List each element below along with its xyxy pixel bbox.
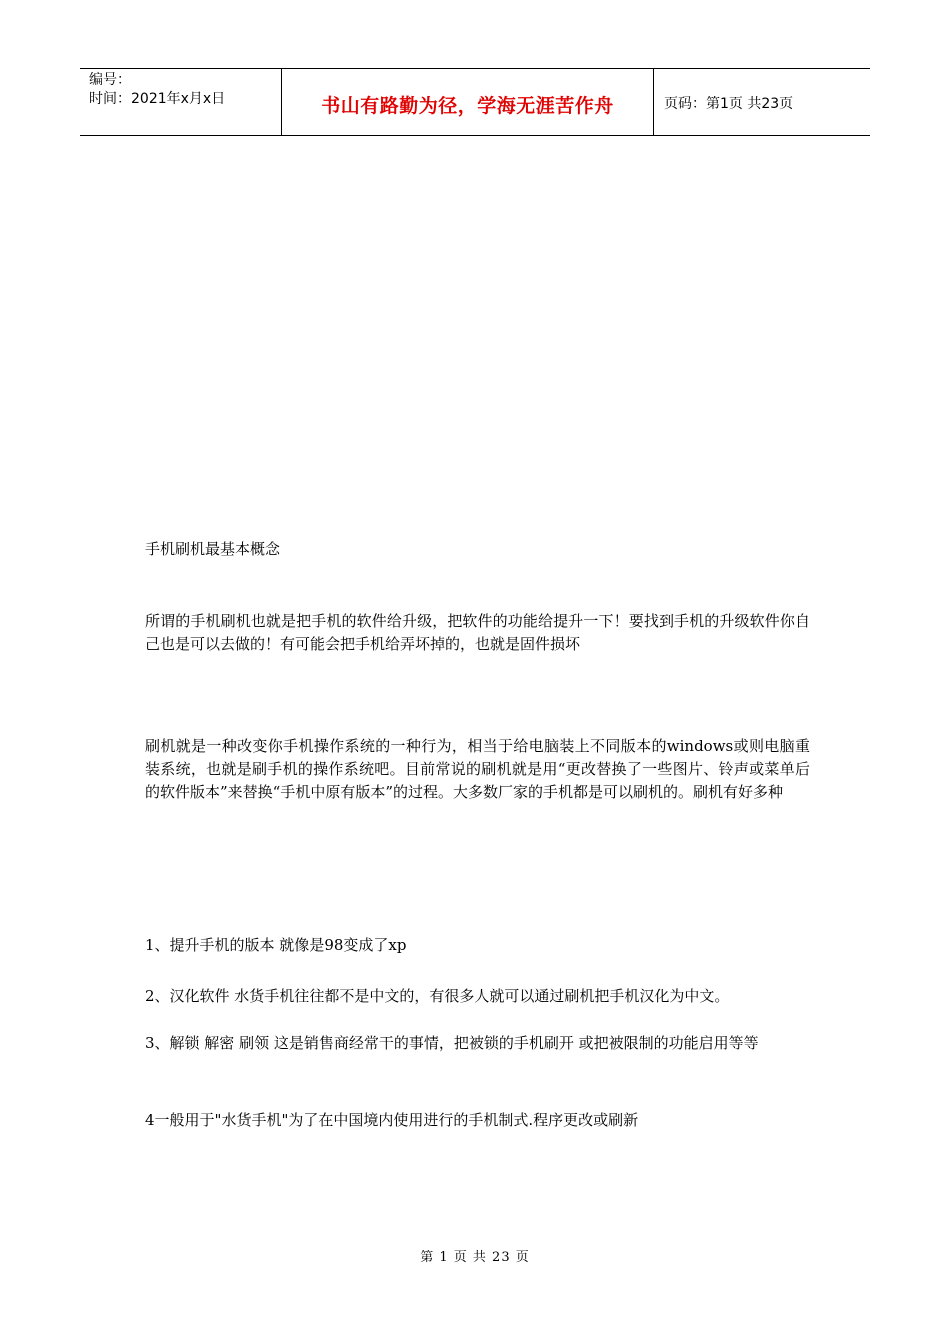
document-header	[80, 68, 870, 136]
list-item: 4一般用于"水货手机"为了在中国境内使用进行的手机制式.程序更改或刷新	[145, 1111, 639, 1129]
list-item: 3、解锁 解密 刷领 这是销售商经常干的事情，把被锁的手机刷开 或把被限制的功能启用等等	[145, 1034, 759, 1052]
paragraph-definition: 刷机就是一种改变你手机操作系统的一种行为，相当于给电脑装上不同版本的windows或则电脑重装系统，也就是刷手机的操作系统吧。目前常说的刷机就是用“更改替换了一些图片、铃声或菜单后的软件版本”来替换“手机中原有版本”的过程。大多数厂家的手机都是可以刷机的。刷机有好多种	[145, 737, 810, 801]
date-label: 时间：2021年x月x日	[89, 91, 226, 107]
page-footer: 第 1 页 共 23 页	[420, 1250, 530, 1265]
header-motto-cell	[282, 69, 654, 135]
paragraph-intro: 所谓的手机刷机也就是把手机的软件给升级，把软件的功能给提升一下！要找到手机的升级软件你自己也是可以去做的！有可能会把手机给弄坏掉的，也就是固件损坏	[145, 612, 810, 653]
list-item: 1、提升手机的版本 就像是98变成了xp	[145, 936, 407, 954]
header-page-info: 页码：第1页 共23页	[664, 96, 794, 112]
serial-number-label: 编号：	[89, 72, 131, 88]
header-meta-cell	[80, 69, 282, 135]
header-page-cell	[654, 69, 870, 135]
motto-text: 书山有路勤为径，学海无涯苦作舟	[321, 94, 614, 117]
list-item: 2、汉化软件 水货手机往往都不是中文的，有很多人就可以通过刷机把手机汉化为中文。	[145, 987, 730, 1005]
document-title: 手机刷机最基本概念	[145, 540, 281, 558]
